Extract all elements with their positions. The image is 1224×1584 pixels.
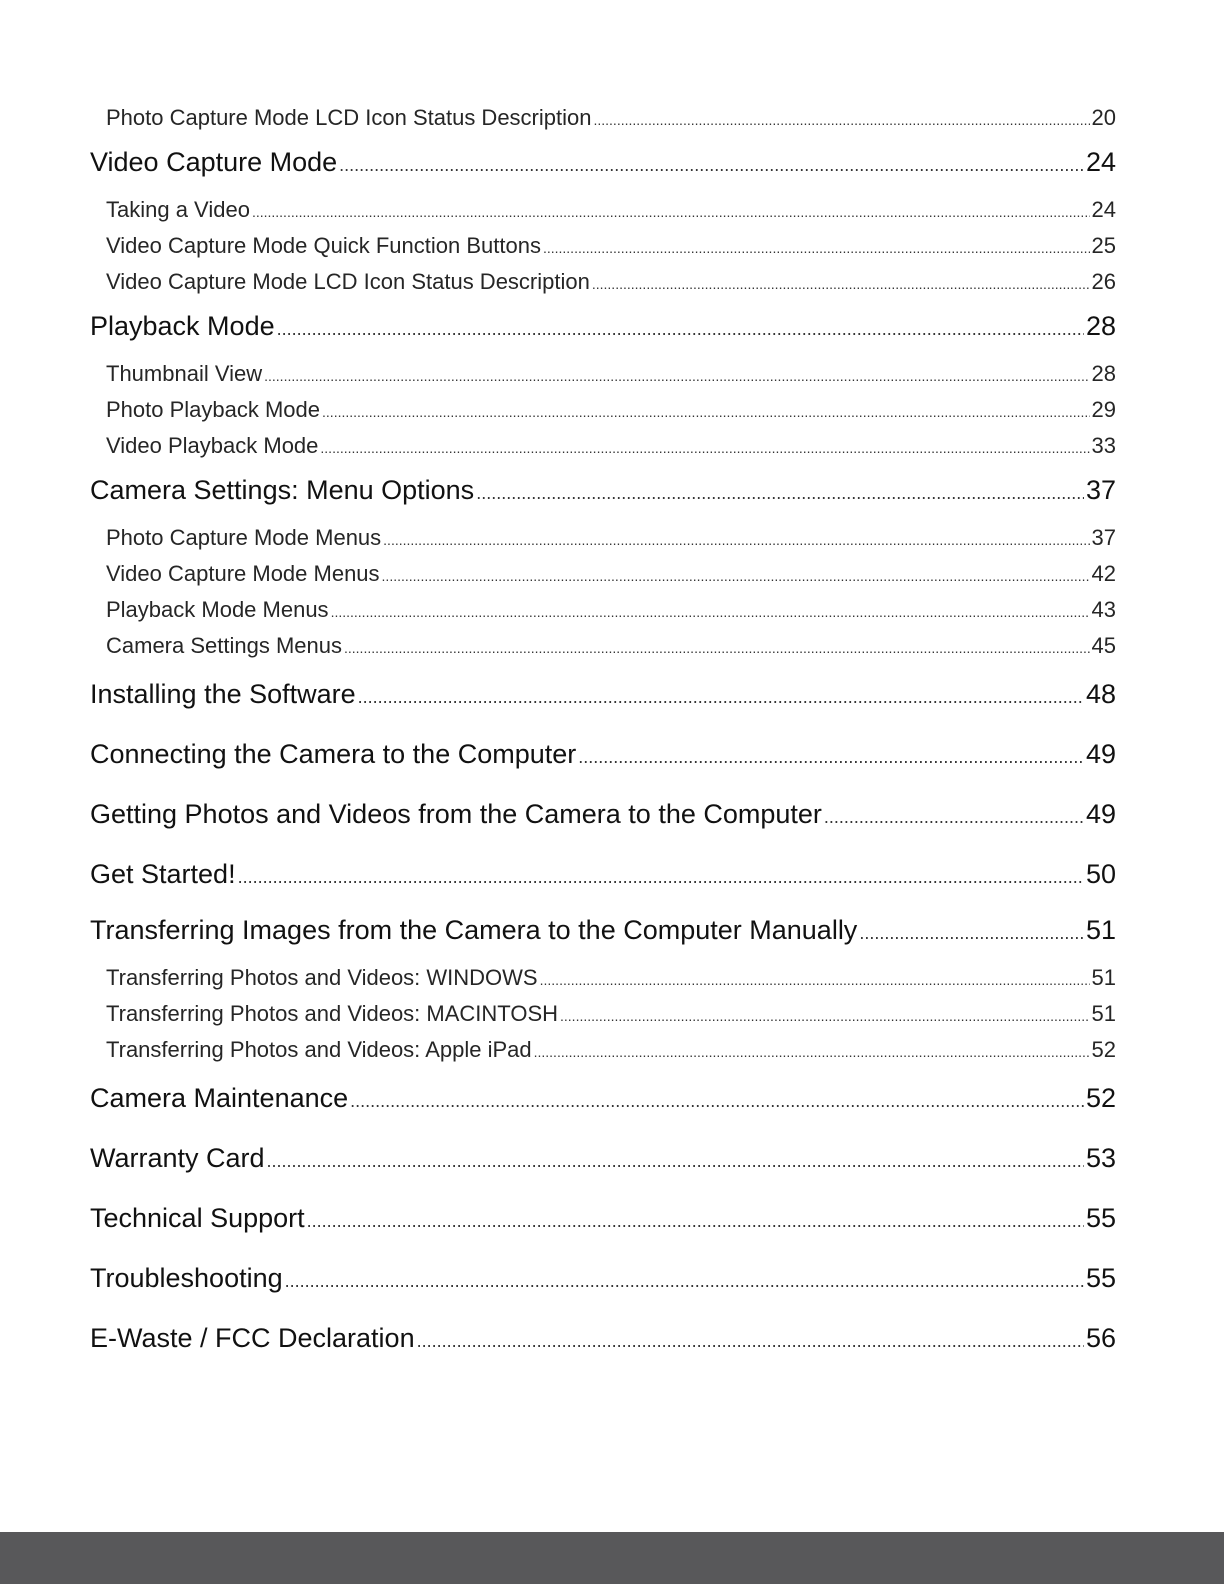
toc-entry-page: 33 bbox=[1091, 433, 1116, 458]
toc-entry-camera-maintenance[interactable] bbox=[90, 1068, 1116, 1128]
toc-entry-page: 20 bbox=[1091, 105, 1116, 130]
toc-entry-page: 37 bbox=[1091, 525, 1116, 550]
toc-entry-video-capture-mode-menus[interactable] bbox=[90, 556, 1116, 592]
dot-leader bbox=[320, 430, 1089, 466]
toc-entry-title: Transferring Photos and Videos: MACINTOSH bbox=[106, 1001, 559, 1026]
toc-entry-title: Photo Playback Mode bbox=[106, 397, 321, 422]
toc-entry-title: Warranty Card bbox=[90, 1143, 265, 1173]
toc-entry-title: Connecting the Camera to the Computer bbox=[90, 739, 577, 769]
dot-leader bbox=[534, 1034, 1090, 1070]
toc-entry-camera-settings-menus[interactable] bbox=[90, 628, 1116, 664]
toc-entry-title: Transferring Images from the Camera to the Computer Manually bbox=[90, 915, 858, 945]
toc-entry-page: 53 bbox=[1085, 1143, 1116, 1173]
footer-bar bbox=[0, 1532, 1224, 1584]
dot-leader bbox=[560, 998, 1090, 1034]
toc-entry-title: Getting Photos and Videos from the Camera to the Computer bbox=[90, 799, 822, 829]
toc-entry-playback-mode[interactable] bbox=[90, 300, 1116, 356]
dot-leader bbox=[578, 727, 1084, 787]
toc-entry-installing-the-software[interactable] bbox=[90, 664, 1116, 724]
toc-entry-title: Video Capture Mode bbox=[90, 147, 338, 177]
toc-entry-transferring-macintosh[interactable] bbox=[90, 996, 1116, 1032]
toc-entry-title: Troubleshooting bbox=[90, 1263, 283, 1293]
toc-entry-video-capture-lcd-icon-status[interactable] bbox=[90, 264, 1116, 300]
dot-leader bbox=[382, 558, 1090, 594]
toc-entry-page: 51 bbox=[1091, 965, 1116, 990]
toc-entry-page: 29 bbox=[1091, 397, 1116, 422]
toc-entry-video-capture-quick-function-buttons[interactable] bbox=[90, 228, 1116, 264]
toc-entry-page: 56 bbox=[1085, 1323, 1116, 1353]
toc-entry-page: 49 bbox=[1085, 739, 1116, 769]
dot-leader bbox=[339, 139, 1084, 191]
toc-entry-page: 48 bbox=[1085, 679, 1116, 709]
toc-entry-title: Video Capture Mode Quick Function Buttons bbox=[106, 233, 541, 258]
toc-entry-page: 26 bbox=[1091, 269, 1116, 294]
toc-entry-page: 51 bbox=[1091, 1001, 1116, 1026]
toc-entry-troubleshooting[interactable] bbox=[90, 1248, 1116, 1308]
toc-entry-transferring-windows[interactable] bbox=[90, 960, 1116, 996]
dot-leader bbox=[543, 230, 1090, 266]
toc-entry-playback-mode-menus[interactable] bbox=[90, 592, 1116, 628]
toc-entry-page: 52 bbox=[1091, 1037, 1116, 1062]
toc-entry-video-playback-mode[interactable] bbox=[90, 428, 1116, 464]
toc-entry-photo-capture-lcd-icon-status[interactable] bbox=[90, 100, 1116, 136]
toc-entry-getting-photos-and-videos[interactable] bbox=[90, 784, 1116, 844]
toc-entry-title: Video Capture Mode Menus bbox=[106, 561, 380, 586]
toc-entry-page: 45 bbox=[1091, 633, 1116, 658]
toc-entry-title: Thumbnail View bbox=[106, 361, 263, 386]
toc-entry-e-waste-fcc-declaration[interactable] bbox=[90, 1308, 1116, 1368]
toc-entry-technical-support[interactable] bbox=[90, 1188, 1116, 1248]
toc-entry-page: 51 bbox=[1085, 915, 1116, 945]
toc-entry-page: 28 bbox=[1085, 311, 1116, 341]
dot-leader bbox=[238, 847, 1084, 907]
toc-entry-title: Playback Mode Menus bbox=[106, 597, 329, 622]
toc-entry-title: Installing the Software bbox=[90, 679, 356, 709]
dot-leader bbox=[285, 1251, 1084, 1311]
toc-entry-video-capture-mode[interactable] bbox=[90, 136, 1116, 192]
toc-entry-title: Playback Mode bbox=[90, 311, 275, 341]
dot-leader bbox=[476, 467, 1084, 519]
toc-entry-page: 49 bbox=[1085, 799, 1116, 829]
toc-entry-title: Camera Settings: Menu Options bbox=[90, 475, 475, 505]
toc-entry-page: 24 bbox=[1085, 147, 1116, 177]
toc-entry-page: 25 bbox=[1091, 233, 1116, 258]
toc-entry-get-started[interactable] bbox=[90, 844, 1116, 904]
toc-entry-page: 24 bbox=[1091, 197, 1116, 222]
toc-entry-page: 55 bbox=[1085, 1263, 1116, 1293]
toc-entry-taking-a-video[interactable] bbox=[90, 192, 1116, 228]
table-of-contents bbox=[90, 100, 1116, 1368]
toc-entry-title: Get Started! bbox=[90, 859, 236, 889]
toc-entry-title: Transferring Photos and Videos: WINDOWS bbox=[106, 965, 538, 990]
toc-entry-title: Transferring Photos and Videos: Apple iPad bbox=[106, 1037, 532, 1062]
toc-entry-title: E-Waste / FCC Declaration bbox=[90, 1323, 415, 1353]
toc-entry-title: Video Capture Mode LCD Icon Status Description bbox=[106, 269, 590, 294]
dot-leader bbox=[307, 1191, 1084, 1251]
toc-entry-transferring-images-manually[interactable] bbox=[90, 904, 1116, 960]
dot-leader bbox=[322, 394, 1089, 430]
dot-leader bbox=[540, 962, 1090, 998]
toc-entry-transferring-apple-ipad[interactable] bbox=[90, 1032, 1116, 1068]
dot-leader bbox=[859, 907, 1084, 959]
toc-entry-title: Camera Maintenance bbox=[90, 1083, 349, 1113]
toc-entry-page: 43 bbox=[1091, 597, 1116, 622]
toc-entry-page: 50 bbox=[1085, 859, 1116, 889]
dot-leader bbox=[358, 667, 1084, 727]
toc-entry-title: Photo Capture Mode Menus bbox=[106, 525, 382, 550]
dot-leader bbox=[252, 194, 1090, 230]
toc-entry-thumbnail-view[interactable] bbox=[90, 356, 1116, 392]
toc-entry-page: 55 bbox=[1085, 1203, 1116, 1233]
dot-leader bbox=[593, 102, 1089, 138]
toc-entry-photo-capture-mode-menus[interactable] bbox=[90, 520, 1116, 556]
dot-leader bbox=[264, 358, 1089, 394]
toc-entry-page: 42 bbox=[1091, 561, 1116, 586]
toc-entry-page: 52 bbox=[1085, 1083, 1116, 1113]
toc-entry-page: 37 bbox=[1085, 475, 1116, 505]
toc-entry-page: 28 bbox=[1091, 361, 1116, 386]
dot-leader bbox=[331, 594, 1090, 630]
dot-leader bbox=[344, 630, 1090, 666]
toc-entry-connecting-camera-to-computer[interactable] bbox=[90, 724, 1116, 784]
toc-entry-camera-settings-menu-options[interactable] bbox=[90, 464, 1116, 520]
toc-entry-photo-playback-mode[interactable] bbox=[90, 392, 1116, 428]
dot-leader bbox=[277, 303, 1084, 355]
toc-entry-title: Video Playback Mode bbox=[106, 433, 319, 458]
toc-entry-title: Technical Support bbox=[90, 1203, 305, 1233]
dot-leader bbox=[350, 1071, 1084, 1131]
dot-leader bbox=[592, 266, 1090, 302]
toc-entry-title: Taking a Video bbox=[106, 197, 250, 222]
toc-entry-title: Photo Capture Mode LCD Icon Status Description bbox=[106, 105, 592, 130]
dot-leader bbox=[824, 787, 1084, 847]
dot-leader bbox=[383, 522, 1089, 558]
toc-entry-title: Camera Settings Menus bbox=[106, 633, 342, 658]
dot-leader bbox=[267, 1131, 1084, 1191]
dot-leader bbox=[417, 1311, 1084, 1371]
toc-entry-warranty-card[interactable] bbox=[90, 1128, 1116, 1188]
